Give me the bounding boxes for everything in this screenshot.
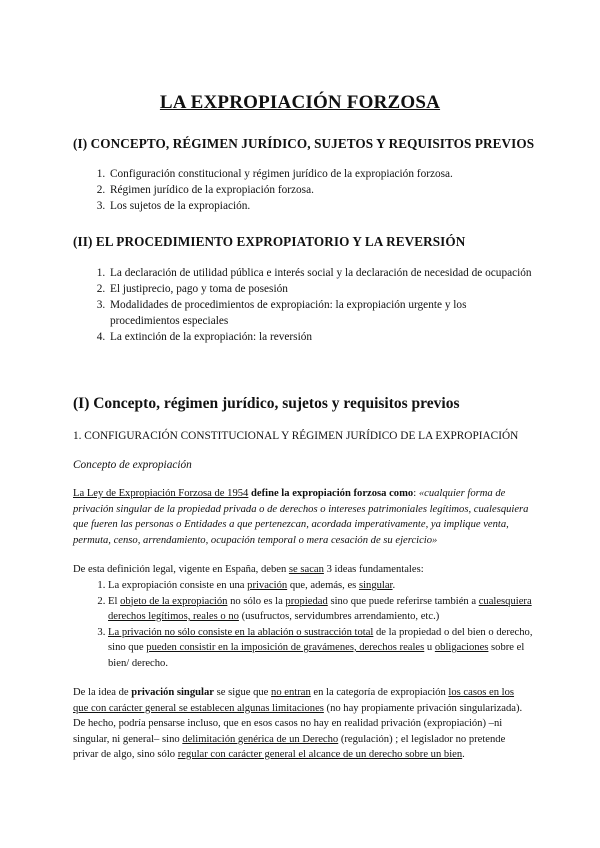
list-item: 3. Los sujetos de la expropiación. xyxy=(108,198,538,214)
list-item: 1. La declaración de utilidad pública e interés social y la declaración de necesidad de ocupación xyxy=(108,265,538,281)
concept-label: Concepto de expropiación xyxy=(73,459,192,471)
ideas-list xyxy=(88,578,548,671)
definition-verb: define la expropiación forzosa como xyxy=(251,488,414,499)
intro-text: De esta definición legal, vigente en España, deben xyxy=(73,564,289,575)
body-section-heading: (I) Concepto, régimen jurídico, sujetos y requisitos previos xyxy=(73,395,460,412)
intro-paragraph xyxy=(73,562,531,578)
list-item: 4. La extinción de la expropiación: la reversión xyxy=(108,329,538,345)
section1-list xyxy=(88,166,538,214)
definition-paragraph xyxy=(73,486,531,548)
section1-heading: (I) CONCEPTO, RÉGIMEN JURÍDICO, SUJETOS Y REQUISITOS PREVIOS xyxy=(73,136,535,151)
closing-paragraph: De la idea de privación singular se sigue que no entran en la categoría de expropiación los casos en los que con carácter general se establecen algunas limitaciones (no hay propiamente privación singularizada). De hecho, podría pensarse incluso, que en esos casos no hay en realidad privación (expropiación) –ni singular, ni general– sino delimitación genérica de un Derecho (regulación) ; el legislador no pretende privar de algo, sino sólo regular con carácter general el alcance de un derecho sobre un bien. xyxy=(73,687,523,760)
list-item: 2. El justiprecio, pago y toma de posesión xyxy=(108,281,538,297)
list-item: 3. Modalidades de procedimientos de expropiación: la expropiación urgente y los procedimientos especiales xyxy=(108,297,538,329)
section2-heading: (II) EL PROCEDIMIENTO EXPROPIATORIO Y LA REVERSIÓN xyxy=(73,234,466,249)
law-reference: La Ley de Expropiación Forzosa de 1954 xyxy=(73,488,249,499)
list-item: 3. La privación no sólo consiste en la ablación o sustracción total de la propiedad o del bien o derecho, sino que pueden consistir en la imposición de gravámenes, derechos reales u obligaciones sobre el bien/ derecho. xyxy=(108,625,548,672)
section2-list xyxy=(88,265,538,345)
list-item: 2. El objeto de la expropiación no sólo es la propiedad sino que puede referirse también a cualesquiera derechos legítimos, reales o no (usufructos, servidumbres arrendamiento, etc.) xyxy=(108,594,548,625)
colon: : xyxy=(413,488,419,499)
legal-definition-quote: «cualquier forma de privación singular de la propiedad privada o de derechos o intereses patrimoniales legítimos, cualesquiera que fueren las personas o Entidades a que pertenezcan, acordada imperativamente, ya implique venta, permuta, censo, arrendamiento, ocupación temporal o mera cesación de su ejercicio» xyxy=(73,488,529,546)
intro-text-end: 3 ideas fundamentales: xyxy=(323,564,424,575)
list-item: 2. Régimen jurídico de la expropiación forzosa. xyxy=(108,182,538,198)
subsection-heading: 1. CONFIGURACIÓN CONSTITUCIONAL Y RÉGIMEN JURÍDICO DE LA EXPROPIACIÓN xyxy=(73,430,519,442)
list-item: 1. Configuración constitucional y régimen jurídico de la expropiación forzosa. xyxy=(108,166,538,182)
document-title: LA EXPROPIACIÓN FORZOSA xyxy=(159,92,441,113)
intro-underlined: se sacan xyxy=(288,564,324,575)
list-item: 1. La expropiación consiste en una privación que, además, es singular. xyxy=(108,578,548,594)
